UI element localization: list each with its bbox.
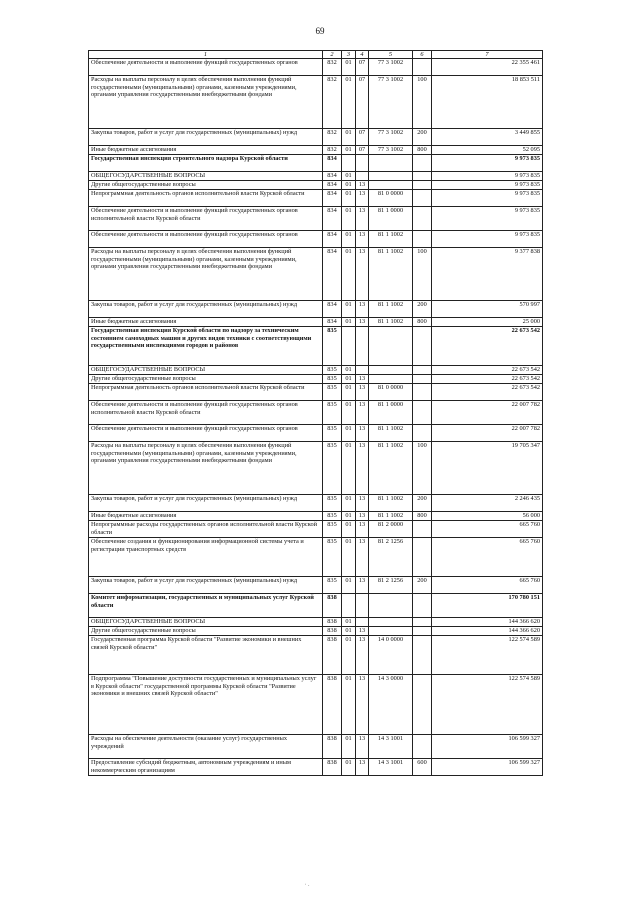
row-amount-cell: 56 000 bbox=[432, 512, 543, 521]
row-subsection-cell: 13 bbox=[356, 442, 369, 495]
row-name-cell: Государственная программа Курской области "Развитие экономики и внешних связей Курской области" bbox=[89, 636, 323, 675]
table-row bbox=[89, 248, 543, 301]
row-section-cell bbox=[342, 594, 356, 618]
row-amount-cell: 9 973 835 bbox=[432, 172, 543, 181]
row-name-cell: Комитет информатизации, государственных и муниципальных услуг Курской области bbox=[89, 594, 323, 618]
row-amount-cell: 9 973 835 bbox=[432, 155, 543, 172]
row-code-cell: 835 bbox=[323, 495, 342, 512]
row-code-cell: 838 bbox=[323, 735, 342, 759]
row-section-cell: 01 bbox=[342, 318, 356, 327]
header-row bbox=[89, 51, 543, 59]
row-subsection-cell: 13 bbox=[356, 384, 369, 401]
row-amount-cell: 144 366 620 bbox=[432, 618, 543, 627]
row-name-cell: Другие общегосударственные вопросы bbox=[89, 181, 323, 190]
row-name-cell: Закупка товаров, работ и услуг для государственных (муниципальных) нужд bbox=[89, 577, 323, 594]
row-section-cell: 01 bbox=[342, 442, 356, 495]
row-section-cell: 01 bbox=[342, 735, 356, 759]
row-code-cell: 835 bbox=[323, 521, 342, 538]
row-expense-type-cell bbox=[413, 735, 432, 759]
row-expense-type-cell bbox=[413, 675, 432, 735]
row-section-cell: 01 bbox=[342, 521, 356, 538]
row-subsection-cell bbox=[356, 327, 369, 366]
table-row bbox=[89, 675, 543, 735]
row-subsection-cell: 13 bbox=[356, 521, 369, 538]
row-amount-cell: 9 973 835 bbox=[432, 181, 543, 190]
row-section-cell: 01 bbox=[342, 675, 356, 735]
page-number: 69 bbox=[315, 26, 325, 36]
table-row bbox=[89, 401, 543, 425]
row-section-cell: 01 bbox=[342, 366, 356, 375]
row-target-article-cell: 14 3 0000 bbox=[369, 675, 413, 735]
row-section-cell: 01 bbox=[342, 301, 356, 318]
row-amount-cell: 22 673 542 bbox=[432, 366, 543, 375]
row-target-article-cell: 14 0 0000 bbox=[369, 636, 413, 675]
row-name-cell: Закупка товаров, работ и услуг для государственных (муниципальных) нужд bbox=[89, 301, 323, 318]
row-amount-cell: 22 355 461 bbox=[432, 59, 543, 76]
row-subsection-cell: 13 bbox=[356, 495, 369, 512]
row-section-cell: 01 bbox=[342, 248, 356, 301]
row-target-article-cell: 81 1 1002 bbox=[369, 248, 413, 301]
row-code-cell: 835 bbox=[323, 384, 342, 401]
row-name-cell: Непрограммные расходы государственных органов исполнительной власти Курской области bbox=[89, 521, 323, 538]
table-row bbox=[89, 759, 543, 776]
row-target-article-cell: 77 3 1002 bbox=[369, 59, 413, 76]
row-subsection-cell bbox=[356, 172, 369, 181]
row-code-cell: 834 bbox=[323, 301, 342, 318]
table-row bbox=[89, 327, 543, 366]
header-cell: 2 bbox=[323, 51, 342, 59]
row-target-article-cell: 77 3 1002 bbox=[369, 129, 413, 146]
table-row bbox=[89, 190, 543, 207]
row-subsection-cell: 13 bbox=[356, 231, 369, 248]
row-name-cell: Предоставление субсидий бюджетным, автономным учреждениям и иным некоммерческим организациям bbox=[89, 759, 323, 776]
row-subsection-cell: 13 bbox=[356, 636, 369, 675]
row-section-cell: 01 bbox=[342, 636, 356, 675]
table-row bbox=[89, 301, 543, 318]
row-subsection-cell: 13 bbox=[356, 425, 369, 442]
row-subsection-cell: 13 bbox=[356, 207, 369, 231]
budget-table bbox=[88, 50, 543, 776]
row-code-cell: 835 bbox=[323, 327, 342, 366]
row-target-article-cell bbox=[369, 366, 413, 375]
row-target-article-cell: 81 1 1002 bbox=[369, 495, 413, 512]
row-section-cell: 01 bbox=[342, 129, 356, 146]
row-subsection-cell: 07 bbox=[356, 59, 369, 76]
row-expense-type-cell: 200 bbox=[413, 495, 432, 512]
row-code-cell: 832 bbox=[323, 146, 342, 155]
row-section-cell: 01 bbox=[342, 172, 356, 181]
row-section-cell: 01 bbox=[342, 231, 356, 248]
table-row bbox=[89, 207, 543, 231]
row-name-cell: Непрограммная деятельность органов исполнительной власти Курской области bbox=[89, 190, 323, 207]
table-row bbox=[89, 538, 543, 577]
row-expense-type-cell bbox=[413, 618, 432, 627]
row-code-cell: 838 bbox=[323, 759, 342, 776]
row-name-cell: Закупка товаров, работ и услуг для государственных (муниципальных) нужд bbox=[89, 495, 323, 512]
row-target-article-cell: 81 1 1002 bbox=[369, 318, 413, 327]
row-subsection-cell bbox=[356, 594, 369, 618]
row-section-cell: 01 bbox=[342, 181, 356, 190]
header-cell: 1 bbox=[89, 51, 323, 59]
row-target-article-cell bbox=[369, 627, 413, 636]
row-amount-cell: 22 673 542 bbox=[432, 375, 543, 384]
table-row bbox=[89, 594, 543, 618]
row-amount-cell: 106 599 327 bbox=[432, 735, 543, 759]
row-code-cell: 838 bbox=[323, 675, 342, 735]
row-name-cell: Другие общегосударственные вопросы bbox=[89, 627, 323, 636]
row-subsection-cell: 13 bbox=[356, 512, 369, 521]
row-amount-cell: 122 574 589 bbox=[432, 675, 543, 735]
table-row bbox=[89, 59, 543, 76]
row-expense-type-cell: 800 bbox=[413, 318, 432, 327]
row-section-cell: 01 bbox=[342, 375, 356, 384]
row-expense-type-cell: 100 bbox=[413, 76, 432, 129]
row-subsection-cell: 13 bbox=[356, 190, 369, 207]
row-name-cell: Обеспечение деятельности и выполнение функций государственных органов bbox=[89, 231, 323, 248]
row-amount-cell: 18 853 511 bbox=[432, 76, 543, 129]
row-name-cell: Иные бюджетные ассигнования bbox=[89, 146, 323, 155]
row-target-article-cell: 77 3 1002 bbox=[369, 76, 413, 129]
row-section-cell: 01 bbox=[342, 401, 356, 425]
row-code-cell: 832 bbox=[323, 59, 342, 76]
row-subsection-cell: 13 bbox=[356, 675, 369, 735]
row-target-article-cell bbox=[369, 327, 413, 366]
table-row bbox=[89, 442, 543, 495]
row-subsection-cell: 13 bbox=[356, 375, 369, 384]
row-target-article-cell bbox=[369, 594, 413, 618]
row-section-cell: 01 bbox=[342, 76, 356, 129]
row-expense-type-cell bbox=[413, 538, 432, 577]
row-section-cell: 01 bbox=[342, 538, 356, 577]
row-expense-type-cell: 100 bbox=[413, 248, 432, 301]
row-expense-type-cell bbox=[413, 172, 432, 181]
row-expense-type-cell bbox=[413, 181, 432, 190]
row-expense-type-cell bbox=[413, 384, 432, 401]
row-code-cell: 838 bbox=[323, 636, 342, 675]
row-expense-type-cell bbox=[413, 594, 432, 618]
row-target-article-cell bbox=[369, 155, 413, 172]
row-name-cell: Обеспечение создания и функционирования информационной системы учета и регистрации транспортных средств bbox=[89, 538, 323, 577]
row-expense-type-cell: 200 bbox=[413, 301, 432, 318]
row-code-cell: 834 bbox=[323, 190, 342, 207]
row-section-cell: 01 bbox=[342, 59, 356, 76]
row-target-article-cell: 14 3 1001 bbox=[369, 759, 413, 776]
row-name-cell: Обеспечение деятельности и выполнение функций государственных органов bbox=[89, 425, 323, 442]
row-subsection-cell: 07 bbox=[356, 76, 369, 129]
row-subsection-cell: 13 bbox=[356, 627, 369, 636]
row-code-cell: 835 bbox=[323, 512, 342, 521]
row-subsection-cell: 07 bbox=[356, 129, 369, 146]
row-code-cell: 838 bbox=[323, 594, 342, 618]
row-amount-cell: 570 997 bbox=[432, 301, 543, 318]
row-name-cell: Расходы на выплаты персоналу в целях обеспечения выполнения функций государственными (муниципальными) органами, казенными учреждениями, органами управления государственными внебюджетными фондами bbox=[89, 442, 323, 495]
row-target-article-cell bbox=[369, 375, 413, 384]
table-row bbox=[89, 231, 543, 248]
header-cell: 4 bbox=[356, 51, 369, 59]
row-section-cell: 01 bbox=[342, 495, 356, 512]
row-expense-type-cell bbox=[413, 375, 432, 384]
row-target-article-cell bbox=[369, 172, 413, 181]
row-code-cell: 838 bbox=[323, 627, 342, 636]
row-amount-cell: 22 673 542 bbox=[432, 327, 543, 366]
row-expense-type-cell bbox=[413, 59, 432, 76]
row-section-cell: 01 bbox=[342, 618, 356, 627]
row-expense-type-cell: 200 bbox=[413, 577, 432, 594]
row-code-cell: 835 bbox=[323, 375, 342, 384]
row-section-cell bbox=[342, 327, 356, 366]
row-expense-type-cell bbox=[413, 521, 432, 538]
row-section-cell: 01 bbox=[342, 759, 356, 776]
table-row bbox=[89, 495, 543, 512]
row-amount-cell: 170 780 151 bbox=[432, 594, 543, 618]
row-code-cell: 835 bbox=[323, 425, 342, 442]
row-name-cell: Расходы на обеспечение деятельности (оказание услуг) государственных учреждений bbox=[89, 735, 323, 759]
table-row bbox=[89, 425, 543, 442]
row-subsection-cell: 13 bbox=[356, 181, 369, 190]
row-section-cell: 01 bbox=[342, 207, 356, 231]
row-amount-cell: 25 000 bbox=[432, 318, 543, 327]
row-target-article-cell: 81 1 1002 bbox=[369, 512, 413, 521]
row-name-cell: Иные бюджетные ассигнования bbox=[89, 318, 323, 327]
row-subsection-cell: 13 bbox=[356, 401, 369, 425]
header-cell: 5 bbox=[369, 51, 413, 59]
row-name-cell: Иные бюджетные ассигнования bbox=[89, 512, 323, 521]
table-row bbox=[89, 76, 543, 129]
row-amount-cell: 144 366 620 bbox=[432, 627, 543, 636]
table-row bbox=[89, 636, 543, 675]
row-section-cell: 01 bbox=[342, 190, 356, 207]
row-target-article-cell: 81 0 0000 bbox=[369, 190, 413, 207]
row-section-cell: 01 bbox=[342, 384, 356, 401]
row-expense-type-cell: 600 bbox=[413, 759, 432, 776]
row-name-cell: ОБЩЕГОСУДАРСТВЕННЫЕ ВОПРОСЫ bbox=[89, 172, 323, 181]
table-row bbox=[89, 155, 543, 172]
row-name-cell: Другие общегосударственные вопросы bbox=[89, 375, 323, 384]
row-subsection-cell bbox=[356, 366, 369, 375]
row-code-cell: 834 bbox=[323, 207, 342, 231]
row-code-cell: 834 bbox=[323, 181, 342, 190]
row-amount-cell: 122 574 589 bbox=[432, 636, 543, 675]
row-subsection-cell: 13 bbox=[356, 248, 369, 301]
header-cell: 3 bbox=[342, 51, 356, 59]
row-section-cell bbox=[342, 155, 356, 172]
table-row bbox=[89, 366, 543, 375]
row-subsection-cell: 07 bbox=[356, 146, 369, 155]
row-target-article-cell: 81 0 0000 bbox=[369, 384, 413, 401]
table-row bbox=[89, 172, 543, 181]
header-cell: 7 bbox=[432, 51, 543, 59]
row-subsection-cell: 13 bbox=[356, 538, 369, 577]
row-target-article-cell: 81 2 1256 bbox=[369, 577, 413, 594]
table-row bbox=[89, 129, 543, 146]
row-code-cell: 834 bbox=[323, 231, 342, 248]
row-section-cell: 01 bbox=[342, 425, 356, 442]
row-code-cell: 834 bbox=[323, 172, 342, 181]
row-amount-cell: 665 760 bbox=[432, 521, 543, 538]
row-amount-cell: 3 449 855 bbox=[432, 129, 543, 146]
row-expense-type-cell bbox=[413, 636, 432, 675]
row-name-cell: Непрограммная деятельность органов исполнительной власти Курской области bbox=[89, 384, 323, 401]
row-expense-type-cell bbox=[413, 366, 432, 375]
row-code-cell: 832 bbox=[323, 129, 342, 146]
row-section-cell: 01 bbox=[342, 577, 356, 594]
row-name-cell: Государственная инспекция Курской области по надзору за техническим состоянием самоходных машин и других видов техники с соответствующими государственными инспекциями городов и районов bbox=[89, 327, 323, 366]
row-expense-type-cell bbox=[413, 327, 432, 366]
row-name-cell: Обеспечение деятельности и выполнение функций государственных органов исполнительной власти Курской области bbox=[89, 207, 323, 231]
row-expense-type-cell bbox=[413, 425, 432, 442]
row-name-cell: ОБЩЕГОСУДАРСТВЕННЫЕ ВОПРОСЫ bbox=[89, 366, 323, 375]
row-subsection-cell bbox=[356, 618, 369, 627]
row-name-cell: Закупка товаров, работ и услуг для государственных (муниципальных) нужд bbox=[89, 129, 323, 146]
row-code-cell: 835 bbox=[323, 401, 342, 425]
row-code-cell: 838 bbox=[323, 618, 342, 627]
row-subsection-cell: 13 bbox=[356, 318, 369, 327]
row-code-cell: 835 bbox=[323, 577, 342, 594]
table-body bbox=[89, 51, 543, 776]
row-subsection-cell: 13 bbox=[356, 759, 369, 776]
row-subsection-cell: 13 bbox=[356, 577, 369, 594]
row-code-cell: 835 bbox=[323, 442, 342, 495]
table-row bbox=[89, 735, 543, 759]
row-code-cell: 832 bbox=[323, 76, 342, 129]
row-amount-cell: 19 705 347 bbox=[432, 442, 543, 495]
table-row bbox=[89, 512, 543, 521]
row-amount-cell: 52 095 bbox=[432, 146, 543, 155]
row-target-article-cell: 14 3 1001 bbox=[369, 735, 413, 759]
table-row bbox=[89, 384, 543, 401]
row-expense-type-cell bbox=[413, 190, 432, 207]
row-code-cell: 834 bbox=[323, 155, 342, 172]
row-name-cell: Обеспечение деятельности и выполнение функций государственных органов исполнительной власти Курской области bbox=[89, 401, 323, 425]
table-row bbox=[89, 618, 543, 627]
table-row bbox=[89, 318, 543, 327]
row-expense-type-cell: 800 bbox=[413, 146, 432, 155]
row-expense-type-cell bbox=[413, 155, 432, 172]
row-target-article-cell: 81 2 1256 bbox=[369, 538, 413, 577]
row-target-article-cell: 81 1 1002 bbox=[369, 442, 413, 495]
row-section-cell: 01 bbox=[342, 627, 356, 636]
row-target-article-cell: 81 1 1002 bbox=[369, 231, 413, 248]
row-target-article-cell: 81 2 0000 bbox=[369, 521, 413, 538]
row-subsection-cell: 13 bbox=[356, 735, 369, 759]
header-cell: 6 bbox=[413, 51, 432, 59]
row-name-cell: Расходы на выплаты персоналу в целях обеспечения выполнения функций государственными (муниципальными) органами, казенными учреждениями, органами управления государственными внебюджетными фондами bbox=[89, 76, 323, 129]
row-name-cell: Расходы на выплаты персоналу в целях обеспечения выполнения функций государственными (муниципальными) органами, казенными учреждениями, органами управления государственными внебюджетными фондами bbox=[89, 248, 323, 301]
row-expense-type-cell: 800 bbox=[413, 512, 432, 521]
row-expense-type-cell: 200 bbox=[413, 129, 432, 146]
row-expense-type-cell bbox=[413, 627, 432, 636]
row-code-cell: 834 bbox=[323, 248, 342, 301]
row-amount-cell: 665 760 bbox=[432, 577, 543, 594]
table-row bbox=[89, 521, 543, 538]
row-amount-cell: 22 673 542 bbox=[432, 384, 543, 401]
row-code-cell: 834 bbox=[323, 318, 342, 327]
row-expense-type-cell bbox=[413, 401, 432, 425]
row-target-article-cell: 81 1 1002 bbox=[369, 425, 413, 442]
row-subsection-cell: 13 bbox=[356, 301, 369, 318]
row-target-article-cell: 81 1 1002 bbox=[369, 301, 413, 318]
row-name-cell: Подпрограмма "Повышение доступности государственных и муниципальных услуг в Курской области" государственной программы Курской области "Развитие экономики и внешних связей Курской области" bbox=[89, 675, 323, 735]
table-row bbox=[89, 627, 543, 636]
row-target-article-cell: 81 1 0000 bbox=[369, 207, 413, 231]
row-expense-type-cell bbox=[413, 207, 432, 231]
footer-mark: · . bbox=[304, 882, 310, 888]
row-amount-cell: 22 007 782 bbox=[432, 425, 543, 442]
row-name-cell: Государственная инспекция строительного надзора Курской области bbox=[89, 155, 323, 172]
row-amount-cell: 9 377 838 bbox=[432, 248, 543, 301]
table-row bbox=[89, 577, 543, 594]
row-name-cell: ОБЩЕГОСУДАРСТВЕННЫЕ ВОПРОСЫ bbox=[89, 618, 323, 627]
row-section-cell: 01 bbox=[342, 146, 356, 155]
table-row bbox=[89, 181, 543, 190]
row-expense-type-cell: 100 bbox=[413, 442, 432, 495]
row-target-article-cell: 77 3 1002 bbox=[369, 146, 413, 155]
row-amount-cell: 2 246 435 bbox=[432, 495, 543, 512]
row-amount-cell: 106 599 327 bbox=[432, 759, 543, 776]
table-row bbox=[89, 375, 543, 384]
row-section-cell: 01 bbox=[342, 512, 356, 521]
row-code-cell: 835 bbox=[323, 366, 342, 375]
table-row bbox=[89, 146, 543, 155]
row-amount-cell: 22 007 782 bbox=[432, 401, 543, 425]
row-amount-cell: 9 973 835 bbox=[432, 190, 543, 207]
row-target-article-cell: 81 1 0000 bbox=[369, 401, 413, 425]
row-expense-type-cell bbox=[413, 231, 432, 248]
row-amount-cell: 9 973 835 bbox=[432, 231, 543, 248]
row-target-article-cell bbox=[369, 618, 413, 627]
row-target-article-cell bbox=[369, 181, 413, 190]
row-code-cell: 835 bbox=[323, 538, 342, 577]
row-amount-cell: 665 760 bbox=[432, 538, 543, 577]
row-name-cell: Обеспечение деятельности и выполнение функций государственных органов bbox=[89, 59, 323, 76]
row-subsection-cell bbox=[356, 155, 369, 172]
row-amount-cell: 9 973 835 bbox=[432, 207, 543, 231]
